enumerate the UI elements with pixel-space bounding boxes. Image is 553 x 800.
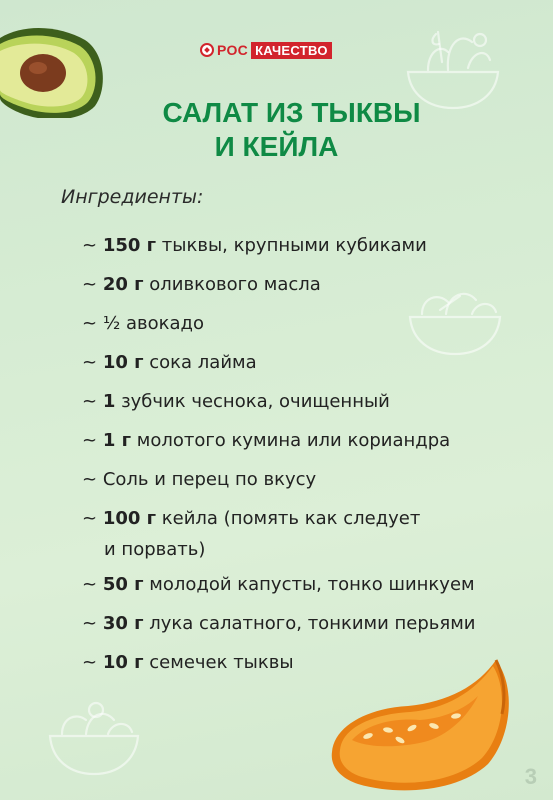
ingredient-item: ~ 50 г молодой капусты, тонко шинкуем [82, 574, 475, 595]
page-number: 3 [524, 764, 537, 789]
ingredient-amount: 150 г [102, 235, 157, 256]
ingredient-text: лука салатного, тонкими перьями [143, 613, 476, 634]
ingredient-amount: 10 г [102, 352, 144, 373]
ingredient-text: семечек тыквы [143, 652, 294, 673]
ingredient-text-continued: и порвать) [104, 539, 206, 560]
ingredient-amount: 10 г [102, 652, 144, 673]
ingredient-amount: 100 г [102, 508, 157, 529]
ingredient-amount: 20 г [102, 274, 144, 295]
ingredient-text: зубчик чеснока, очищенный [115, 391, 390, 412]
ingredient-amount: 1 г [102, 430, 132, 451]
page-title [0, 96, 553, 164]
ingredient-amount: 50 г [102, 574, 144, 595]
ingredient-text: оливкового масла [143, 274, 321, 295]
brand-name-part2: КАЧЕСТВО [251, 42, 332, 59]
ingredient-text: Соль и перец по вкусу [102, 469, 317, 490]
ingredient-text: ½ авокадо [102, 313, 204, 334]
ingredient-text: сока лайма [143, 352, 257, 373]
brand-mark-icon [200, 43, 214, 57]
ingredient-item: ~ 30 г лука салатного, тонкими перьями [82, 613, 476, 634]
ingredients-heading: Ингредиенты: [61, 186, 204, 208]
ingredient-item: ~ 20 г оливкового масла [82, 274, 321, 295]
title-line-1: САЛАТ ИЗ ТЫКВЫ [162, 97, 421, 128]
brand-name-part1: РОС [217, 42, 249, 58]
ingredient-text: тыквы, крупными кубиками [156, 235, 427, 256]
salad-bowl-icon [400, 272, 510, 362]
ingredient-item: ~ ½ авокадо [82, 313, 204, 334]
ingredient-item: ~ 10 г сока лайма [82, 352, 257, 373]
ingredient-item: ~ 1 зубчик чеснока, очищенный [82, 391, 390, 412]
ingredient-item: ~ 10 г семечек тыквы [82, 652, 294, 673]
ingredient-text: кейла (помять как следует [156, 508, 421, 529]
ingredient-text: молотого кумина или кориандра [131, 430, 451, 451]
ingredient-amount: 30 г [102, 613, 144, 634]
salad-bowl-icon [44, 690, 144, 780]
title-line-2: И КЕЙЛА [214, 131, 339, 162]
brand-logo [200, 40, 332, 60]
pumpkin-slice-image [328, 656, 518, 794]
ingredient-text: молодой капусты, тонко шинкуем [143, 574, 475, 595]
ingredient-item: ~ Соль и перец по вкусу [82, 469, 317, 490]
ingredient-item: ~ 150 г тыквы, крупными кубиками [82, 235, 427, 256]
ingredient-amount: 1 [102, 391, 116, 412]
ingredient-item: ~ 100 г кейла (помять как следует и порвать) [82, 503, 420, 565]
ingredient-item: ~ 1 г молотого кумина или кориандра [82, 430, 451, 451]
